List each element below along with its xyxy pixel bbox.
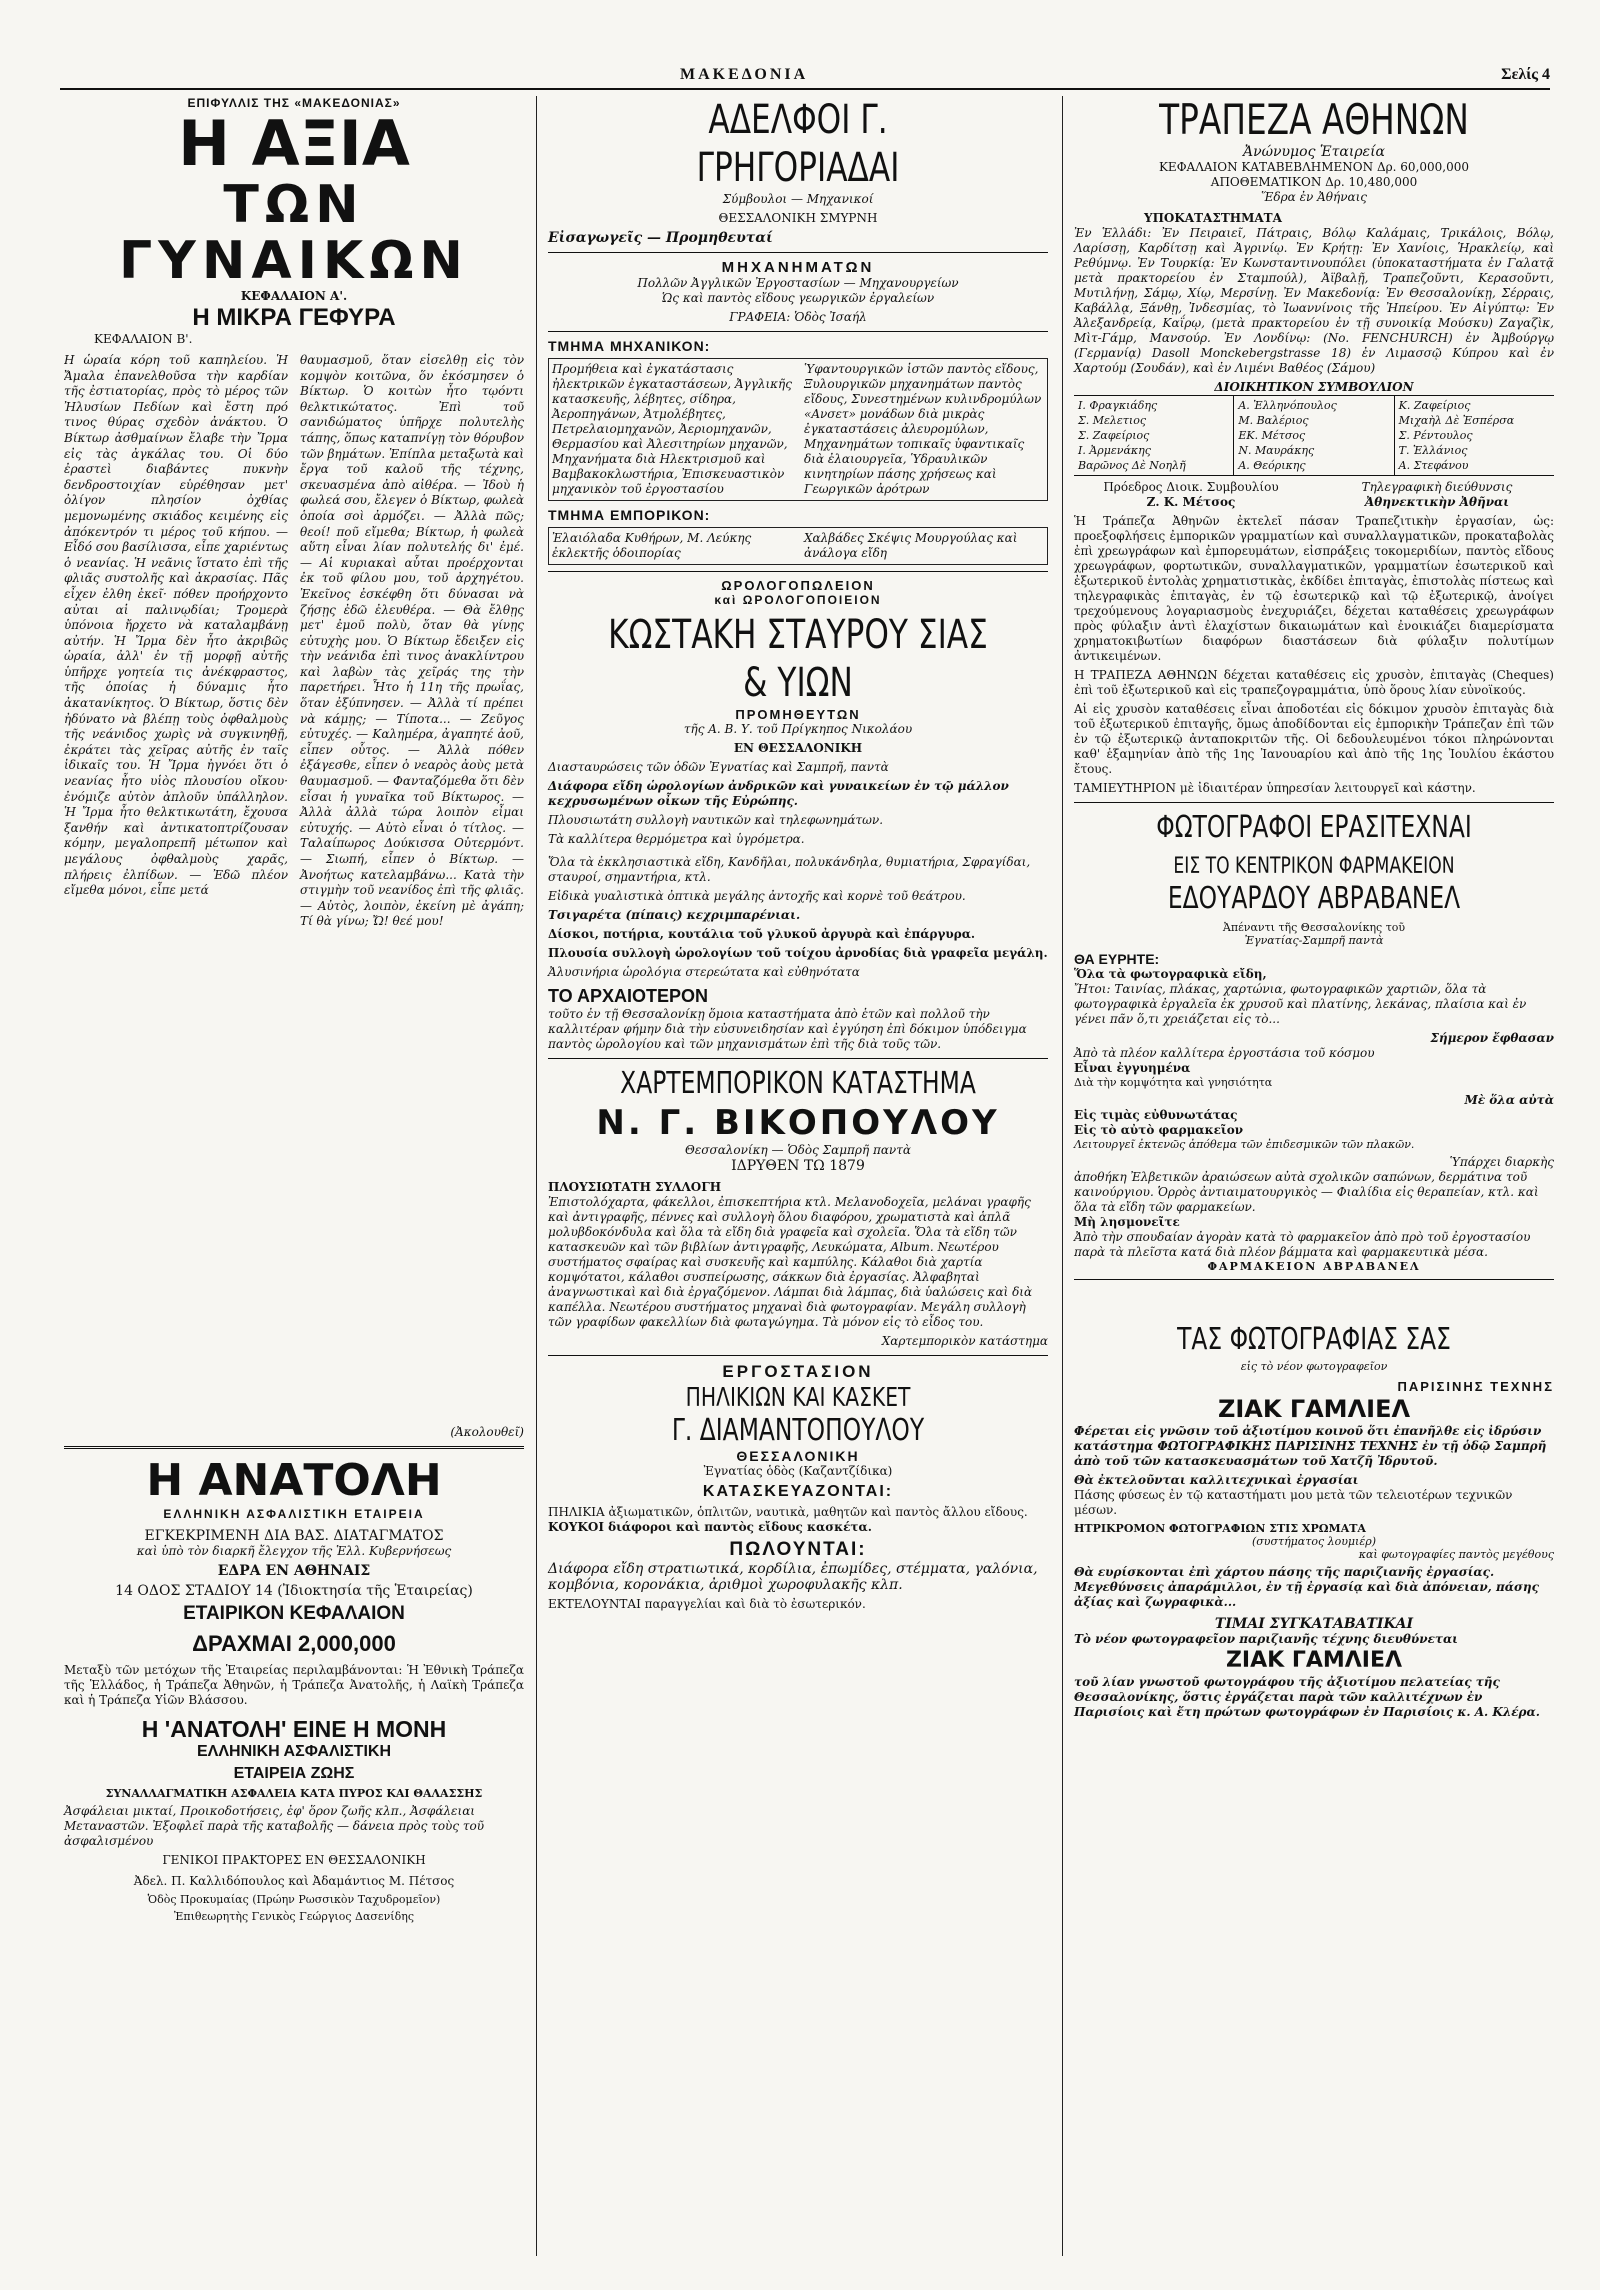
bank-board-col-2: Α. Ἐλληνόπουλος Μ. Βαλέριος ΕΚ. Μέτσος Ν. Μαυράκης Α. Θεόρικης <box>1234 396 1394 475</box>
watchmaker-title: ΚΩΣΤΑΚΗ ΣΤΑΥΡΟΥ ΣΙΑΣ & ΥΙΩΝ <box>608 612 988 706</box>
bank-title: ΤΡΑΠΕΖΑ ΑΘΗΝΩΝ <box>1159 95 1469 144</box>
photographer-ad <box>1074 1320 1554 1720</box>
stationery-name: Ν. Γ. ΒΙΚΟΠΟΥΛΟΥ <box>596 1103 1000 1143</box>
grigoriades-office: ΓΡΑΦΕΙΑ: Ὁδὸς Ἰσαήλ <box>729 310 867 324</box>
pharmacy-ad <box>1074 809 1554 1273</box>
serial-text-right: θαυμασμοῦ, ὅταν εἰσελθῃ εἰς τὸν κομψὸν κοιτῶνα, ὅν ἐκόσμησεν ὁ Βίκτωρ. Ὁ κοιτὼν ἦτο τῳόντι θελκτικώτατος. Ἐπὶ τοῦ σανιδώματος ὑπῆρχε πολυτελὴς τάπης, ὅπως καταπνίγῃ τὸν θόρυβον τῶν βημάτων. Ἐπίπλα μεταξωτὰ καὶ ἔργα τοῦ καλοῦ τῆς τέχνης, σκευασμένα ἀπὸ αἰθέρα. — Ἰδοὺ ἡ φωλεά σου, ἔλεγεν ὁ Βίκτωρ, φωλεὰ ὁποία σοὶ ἀρμόζει. — Ἀλλὰ πῶς; θεοί! ποῦ εἴμεθα; Βίκτωρ, ἡ φωλεὰ αὕτη εἶναι λίαν πολυτελής δι' ἐμέ. — Αἱ κυριακαὶ αὗται προέρχονται ἐκ τοῦ φίλου μου, τοῦ ἀρχηγέτου. Ἐκεῖνος ἐσκέφθη ὅτι δύνασαι νὰ ζήσῃς ἐδῶ ἐλευθέρα. — Θὰ ἔλθῃς μετ' ἐμοῦ πολὺ, ὅταν θὰ γίνῃς εὐτυχὴς μου. Ὁ Βίκτωρ ἔδειξεν εἰς τὴν νεάνιδα ἐπὶ τινος ἀνακλίντρου καὶ λαβὼν τὰς χεῖράς της τὴν παρετήρει. Ἦτο ἡ 11η τῆς πρωΐας, ὅταν ἐξύπνησεν. — Ἀλλὰ τί πρέπει νὰ κάμῃς; — Τίποτα... — Ζεῦγος εὐτυχές. — Καλημέρα, ἀγαπητέ ἀοῦ, εἶπεν οὗτος. — Ἀλλὰ πόθεν ἐξάγεσθε, εἶπεν ὁ νεαρὸς ἀοὺς μετὰ θαυμασμοῦ. — Φανταζόμεθα ὅτι δὲν εἶσαι ἡ γυναῖκα τοῦ Βίκτωρος. — Ἀλλὰ ἀλλὰ τώρα λοιπὸν εἶμαι εὐτυχής. — Αὐτὸ εἶναι ὁ τίτλος. — Ταλαίπωρος Δούκισσα Οὐτερμόντ. — Σιωπή, εἶπεν ὁ Βίκτωρ. — Ἀνοήτως κατελαμβάνω... Κατὰ τὴν στιγμὴν τοῦ νεανίδος ἐπὶ τῆς φλιᾶς. — Αὐτὸς, λοιπὸν, ἐκείνη μὲ ἀγάπη; Τί θὰ γίνω; Ὤ! θεέ μου! <box>300 353 524 929</box>
watchmaker-item-8: Πλουσία συλλογὴ ὡρολογίων τοῦ τοίχου ἀρνοδίας διὰ γραφεῖα μεγάλη. <box>548 946 1048 960</box>
bank-deposits: Η ΤΡΑΠΕΖΑ ΑΘΗΝΩΝ δέχεται καταθέσεις εἰς χρυσὸν, ἐπιταγὰς (Cheques) ἐπὶ τοῦ ἐξωτερικοῦ καὶ εἰς τραπεζογραμμάτια, ὑπὸ ὅρους λίαν εὐνοϊκούς. <box>1074 668 1554 697</box>
grigoriades-title: ΑΔΕΛΦΟΙ Γ. ΓΡΗΓΟΡΙΑΔΑΙ <box>696 97 900 191</box>
pharmacy-line-14: Ἀπὸ τὴν σπουδαίαν ἀγορὰν κατὰ τὸ φαρμακεῖον ἀπὸ πρὸ τοῦ ἐργοστασίου παρὰ τὰ πλεῖστα κατά διὰ πλέον βάμματα καὶ φαρμακευτικὰ μέσα. <box>1074 1230 1531 1259</box>
grigoriades-subtitle: Σύμβουλοι — Μηχανικοί <box>722 192 874 206</box>
photographer-p6: καὶ φωτογραφίες παντὸς μεγέθους <box>1358 1548 1554 1561</box>
serial-kicker: ΕΠΙΦΥΛΛΙΣ ΤΗΣ «ΜΑΚΕΔΟΝΙΑΣ» <box>187 96 401 110</box>
watchmaker-item-2: Πλουσιωτάτη συλλογὴ ναυτικῶν καὶ τηλεφωνημάτων. <box>548 813 884 827</box>
bank-board-table <box>1074 395 1554 476</box>
column-1 <box>64 96 524 1923</box>
bank-capital: ΚΕΦΑΛΑΙΟΝ ΚΑΤΑΒΕΒΛΗΜΕΝΟΝ Δρ. 60,000,000 <box>1158 160 1470 174</box>
watchmaker-suppliers: ΠΡΟΜΗΘΕΥΤΩΝ <box>735 707 861 722</box>
telegraph-address: Ἀθηνεκτικὴν Ἀθῆναι <box>1364 495 1510 509</box>
column-2 <box>548 96 1048 1612</box>
anatoli-ad <box>64 1455 524 1923</box>
president-label: Πρόεδρος Διοικ. Συμβουλίου <box>1103 480 1279 494</box>
photographer-p1: Φέρεται εἰς γνῶσιν τοῦ ἀξιοτίμου κοινοῦ ὅτι ἐπανῆλθε εἰς ἰδρύσιν κατάστημα ΦΩΤΟΓΡΑΦΙΚΗΣ ΠΑΡΙΣΙΝΗΣ ΤΕΧΝΗΣ ἐν τῇ ὁδῷ Σαμπρῆ ἀπὸ τοῦ τῶν κατασκευασμάτων τοῦ Χατζῆ Ἰδρυτοῦ. <box>1074 1424 1547 1468</box>
anatoli-seat: ΕΔΡΑ ΕΝ ΑΘΗΝΑΙΣ <box>217 1563 371 1579</box>
continued-note: (Ἀκολουθεῖ) <box>450 1425 524 1439</box>
pharmacy-name: ΕΔΟΥΑΡΔΟΥ ΑΒΡΑΒΑΝΕΛ <box>1167 881 1461 916</box>
pharmacy-line-6: Διὰ τὴν κομψότητα καὶ γνησιότητα <box>1074 1076 1273 1089</box>
bank-gold-deposits: Αἱ εἰς χρυσὸν καταθέσεις εἶναι ἀποδοτέαι εἰς δόκιμον χρυσὸν ἐπιταγὰς διὰ τοῦ ἐξωτερικοῦ ἐπιταγῆς, ὅμως ἀποδίδονται εἰς ἐμπορικὴν Τράπεζαν ἐπὶ τῶν ἐν τῷ ἐξωτερικῷ ἀνταποκριτῶν τῆς. Οἱ δεδουλευμένοι τόκοι πληρώνονται καθ' ἑξαμηνίαν ἀπὸ τῆς 1ης Ἰανουαρίου καὶ ἀπὸ τῆς 1ης Ἰουλίου ἑκάστου ἔτους. <box>1074 702 1554 776</box>
anatoli-agents-title: ΓΕΝΙΚΟΙ ΠΡΑΚΤΟΡΕΣ ΕΝ ΘΕΣΣΑΛΟΝΙΚΗ <box>162 1853 426 1867</box>
newspaper-name: ΜΑΚΕΔΟΝΙΑ <box>680 66 809 83</box>
photographer-title: ΤΑΣ ΦΩΤΟΓΡΑΦΙΑΣ ΣΑΣ <box>1177 1322 1451 1357</box>
factory-line-4: ΕΚΤΕΛΟΥΝΤΑΙ παραγγελίαι καὶ διὰ τὸ ἐσωτερικόν. <box>548 1597 866 1611</box>
watchmaker-item-6: Τσιγαρέτα (πίπαις) κεχριμπαρένιαι. <box>548 908 801 922</box>
watchmaker-item-1: Διάφορα εἴδη ὡρολογίων ἀνδρικῶν καὶ γυναικείων ἐν τῷ μάλλον κεχρυσωμένων οἶκων τῆς Εὐρώπης. <box>548 779 1009 808</box>
pharmacy-line-8: Εἰς τιμὰς εὐθυνωτάτας <box>1074 1108 1238 1122</box>
mechanical-dept-left: Προμήθεια καὶ ἐγκατάστασις ἠλεκτρικῶν ἐγκαταστάσεων, Ἀγγλικῆς κατασκευῆς, λέβητες, σίδηρα, Ἀεροπηγάνων, Ἀτμολέβητες, Πετρελαιομηχανῶν, Ἀεριομηχανῶν, Θερμασίου καὶ Ἀλεσιτηρίων μηχανῶν, Μηχανήματα διὰ Ηλεκτρισμοῦ καὶ Βαμβακοκλωστήρια, Ἐπισκευαστικὸν μηχανικὸν τοῦ ἐργοστασίου <box>552 362 792 496</box>
anatoli-control: καὶ ὑπὸ τὸν διαρκῆ ἔλεγχον τῆς Ἑλλ. Κυβερνήσεως <box>136 1544 452 1558</box>
pharmacy-line-1: Ὅλα τὰ φωτογραφικὰ εἴδη, <box>1074 967 1267 981</box>
photographer-p10: τοῦ λίαν γνωστοῦ φωτογράφου τῆς ἀξιοτίμου πελατείας τῆς Θεσσαλονίκης, ὅστις ἐργάζεται παρὰ τῶν καλλιτέχνων ἐν Παρισίοις καὶ ἔτη πρώτων φωτογράφων ἐν Παρισίοις κ. Α. Κλέρα. <box>1074 1675 1540 1719</box>
pharmacy-title: ΦΩΤΟΓΡΑΦΟΙ ΕΡΑΣΙΤΕΧΝΑΙ <box>1156 810 1472 845</box>
grigoriades-cities: ΘΕΣΣΑΛΟΝΙΚΗ ΣΜΥΡΝΗ <box>718 211 878 225</box>
photographer-p7: Θὰ ευρίσκονται ἐπὶ χάρτου πάσης τῆς παριζιανῆς ἐργασίας. Μεγεθύνσεις ἀπαράμιλλοι, ἐν τῇ ἐργασίᾳ καὶ διὰ ἀπόνειαν, πάσης ἀξίας καὶ ζωγραφικὰ... <box>1074 1565 1539 1609</box>
grigoriades-ad <box>548 96 1048 565</box>
factory-line-3: Διάφορα εἴδη στρατιωτικά, κορδίλια, ἐπωμίδες, στέμματα, γαλόνια, κομβόνια, κορονάκια, ἀριθμοὶ χωροφυλακῆς κλπ. <box>548 1561 1038 1593</box>
photographer-p5: (συστήματος λουμιέρ) <box>1251 1535 1377 1548</box>
anatoli-office-address: Ὁδὸς Προκυμαίας (Πρώην Ρωσσικὸν Ταχυδρομεῖον) <box>147 1893 441 1906</box>
photographer-p2: Θὰ ἐκτελοῦνται καλλιτεχνικαὶ ἐργασίαι <box>1074 1473 1359 1487</box>
pharmacy-line-4: Ἀπὸ τὰ πλέον καλλίτερα ἐργοστάσια τοῦ κόσμου <box>1074 1046 1375 1060</box>
serial-title-2: ΤΩΝ ΓΥΝΑΙΚΩΝ <box>119 175 469 291</box>
watchmaker-item-5: Εἰδικὰ γυαλιστικὰ ὀπτικὰ μεγάλης ἀντοχῆς καὶ κορνὲ τοῦ θεάτρου. <box>548 889 966 903</box>
watchmaker-kicker-2: καὶ ΩΡΟΛΟΓΟΠΟΙΕΙΟΝ <box>714 593 882 607</box>
pharmacy-line-12: ἀποθήκη Ἐλβετικῶν ἀραιώσεων αὐτὰ σχολικῶν σαπώνων, δερμάτινα τοῦ καινούργιου. Ὁρρὸς ἀντιαιματουργικὸς — Φιαλίδια εἰς θεραπείαν, κτλ. καὶ ὅλα τὰ εἴδη τῶν φαρμακείων. <box>1074 1170 1539 1214</box>
pharmacy-find: ΘΑ ΕΥΡΗΤΕ: <box>1074 951 1160 967</box>
mechanical-dept-right: Ὑφαντουργικῶν ἱστῶν παντὸς εἴδους, Ξυλουργικῶν μηχανημάτων παντὸς εἴδους, Συνεστημένων κυλινδρομύλων «Ανσετ» μονάδων διὰ μικρὰς ἐγκαταστάσεις ἀλευρομύλων, Μηχανημάτων τοπικαῖς ὑφαντικαῖς διὰ ἐλαιουργεῖα, Ὑδραυλικῶν κινητηρίων πάσης χρήσεως καὶ Γεωργικῶν ἀρότρων <box>804 362 1042 496</box>
bank-reserve: ΑΠΟΘΕΜΑΤΙΚΟΝ Δρ. 10,480,000 <box>1210 175 1418 189</box>
commercial-dept-right: Χαλβάδες Σκέψις Μουργούλας καὶ ἀνάλογα εἴδη <box>804 531 1018 560</box>
sub-chapter: ΚΕΦΑΛΑΙΟΝ Β'. <box>94 332 193 346</box>
president-name: Ζ. Κ. Μέτσος <box>1146 495 1236 509</box>
stationery-title: ΧΑΡΤΕΜΠΟΡΙΚΟΝ ΚΑΤΑΣΤΗΜΑ <box>620 1066 976 1101</box>
grigoriades-factories: Πολλῶν Ἀγγλικῶν Ἐργοστασίων — Μηχανουργείων <box>637 276 959 290</box>
pharmacy-line-7: Μὲ ὅλα αὐτὰ <box>1464 1093 1554 1107</box>
bank-subtitle: Ἀνώνυμος Ἑταιρεία <box>1242 144 1386 160</box>
commercial-dept-left: Ἐλαιόλαδα Κυθήρων, Μ. Λεύκης ἐκλεκτῆς ὁδοιπορίας <box>552 531 752 560</box>
watchmaker-kicker: ΩΡΟΛΟΓΟΠΩΛΕΙΟΝ <box>721 578 875 593</box>
factory-line-2: ΚΟΥΚΟΙ διάφοροι καὶ παντὸς εἴδους κασκέτα. <box>548 1520 872 1534</box>
stationery-body: Ἐπιστολόχαρτα, φάκελλοι, ἐπισκεπτήρια κτλ. Μελανοδοχεῖα, μελάναι γραφῆς καὶ ἀντιγραφῆς, πέννες καὶ συλλογὴ ὅλου διαφόρου, χρωματιστὰ καὶ ἁπλᾶ μολυβδοκόνδυλα καὶ ὅλα τὰ εἴδη διὰ γραφεῖα καὶ σχολεῖα. Ὅλα τὰ εἴδη τῶν κατασκευῶν καὶ τῶν βιβλίων ἀντιγραφῆς, Λευκώματα, Album. Νεωτέρου συστήματος σφαίρας καὶ συσκευῆς καὶ καμπύλης. Κάλαθοι διὰ χαρτία κομψότατοι, κάλαθοι συσπείρωσης, σάκκων διὰ ἐργασίας. Ἀλφαβηταὶ ἀναγνωστικαὶ καὶ διὰ ἐργαζόμενον. Λάμπαι διὰ λάμπας, διὰ ὑαλώσεις καὶ διὰ καπέλλα. Νεωτέρου συστήματος μηχαναὶ διὰ φωτογραφίαν. Μεγάλη συλλογὴ τῶν γραφίδων φακελλίων διὰ φωταγώγημα. Τὰ μόνον εἰς τὸ εἶδος του. <box>548 1195 1033 1329</box>
anatoli-capital-label: ΕΤΑΙΡΙΚΟΝ ΚΕΦΑΛΑΙΟΝ <box>183 1603 405 1624</box>
masthead <box>60 66 1550 90</box>
factory-make: ΚΑΤΑΣΚΕΥΑΖΟΝΤΑΙ: <box>702 1483 894 1500</box>
photographer-school: ΠΑΡΙΣΙΝΗΣ ΤΕΧΝΗΣ <box>1397 1379 1554 1394</box>
serial-text-left: Η ὡραία κόρη τοῦ καπηλείου. Ἡ Ἄμαλα ἐπανελθοῦσα τὴν καρδίαν τῆς ἐστιατορίας, πρὸς τὸ μέρος τῶν Ἠλυσίων Πεδίων καὶ ἔστη πρό τινος θύρας σχεδὸν ἀνάκτου. Ὁ Βίκτωρ ἀσθμαίνων ἔλαβε τὴν Ἴρμα εἰς τὰς ἀγκάλας του. Οἱ δύο ἐραστεὶ διαβάντες πυκνὴν δενδροστοιχίαν εὑρέθησαν μετ' ὀλίγον πλησίον ὀχθίας μεμονωμένης σκιάδος κειμένης εἰς ἀπόκεντρόν τι μέρος τοῦ κήπου. — Εἶδό σου βασίλισσα, εἶπε χαριέντως ὁ νεανίας. Ἡ νεᾶνις ἵστατο ἐπὶ τῆς φλιᾶς συστολῆς καὶ ἀκρασίας. Πᾶς εἶχεν ἐλθη ἐκεῖ· πόθεν προήρχοντο αὐται αἱ παλινῳδίαι; Τρομερὰ ὑπόνοια ἤρχετο νὰ καταλαμβάνῃ αὐτήν. Ἡ Ἴρμα δὲν ἦτο ἀκριβῶς ὡραία, ἀλλ' ἐν τῇ μορφῇ αὐτῆς ὑπῆρχε γοητεία τις ἀνέκφραστος, τῆς ὁποίας ἡ δύναμις ἦτο ἀκατανίκητος. Ὁ Βίκτωρ, ὅστις δὲν ἠδύνατο νὰ βλέπῃ τοὺς ὀφθαλμοὺς τῆς νεάνιδος χωρὶς νὰ συγκινηθῇ, ἐκράτει τὰς χεῖρας αὐτῆς ἐν ταῖς ἰδικαῖς του. Ἡ Ἴρμα ἠγνόει ὅτι ὁ νεανίας ἦτο υἱὸς πλουσίου οἴκου· ἐνόμιζε αὐτὸν ἁπλοῦν ὑπάλληλον. Ἡ Ἴρμα ἦτο θελκτικωτάτη, ἔχουσα ξανθήν καὶ ἀντικατοπτρίζουσαν κόμην, μεγαλοπρεπῆ μέτωπον καὶ μεγάλους ὀφθαλμοὺς χαρᾶς, πλήρεις ἐλπίδων. — Ἐδῶ πλέον εἴμεθα μόνοι, εἶπε μετά <box>64 353 288 898</box>
serial-title: Η ΑΞΙΑ <box>178 107 410 180</box>
watchmaker-court: τῆς Α. Β. Υ. τοῦ Πρίγκηπος Νικολάου <box>683 722 913 736</box>
watchmaker-item-3: Τὰ καλλίτερα θερμόμετρα καὶ ὑγρόμετρα. <box>548 832 805 846</box>
photographer-subtitle: εἰς τὸ νέον φωτογραφεῖον <box>1240 1360 1388 1373</box>
watchmaker-item-9: Ἀλυσινήρια ὡρολόγια στερεώτατα καὶ εὐθηνότατα <box>548 965 860 979</box>
grigoriades-imports: Εἰσαγωγεῖς — Προμηθευταί <box>548 230 773 246</box>
grigoriades-tools: Ὡς καὶ παντὸς εἴδους γεωργικῶν ἐργαλείων <box>661 291 935 305</box>
anatoli-title: Η ΑΝΑΤΟΛΗ <box>146 1455 442 1506</box>
stationery-collection: ΠΛΟΥΣΙΩΤΑΤΗ ΣΥΛΛΟΓΗ <box>548 1180 722 1194</box>
anatoli-shareholders: Μεταξὺ τῶν μετόχων τῆς Ἑταιρείας περιλαμβάνονται: Ἡ Ἐθνικὴ Τράπεζα τῆς Ἑλλάδος, ἡ Τράπεζα Ἀθηνῶν, ἡ Τράπεζα Ἀνατολῆς, ἡ Λαϊκὴ Τράπεζα καὶ ἡ Τράπεζα Υἱῶν Βλάσσου. <box>64 1663 524 1707</box>
pharmacy-signature: ΦΑΡΜΑΚΕΙΟΝ ΑΒΡΑΒΑΝΕΛ <box>1207 1260 1421 1273</box>
photographer-p4: ΗΤΡΙΚΡΟΜΟΝ ΦΩΤΟΓΡΑΦΙΩΝ ΣΤΙΣ ΧΡΩΜΑΤΑ <box>1074 1522 1366 1535</box>
factory-sell: ΠΩΛΟΥΝΤΑΙ: <box>729 1539 867 1560</box>
mechanical-dept-header: ΤΜΗΜΑ ΜΗΧΑΝΙΚΟΝ: <box>548 338 711 354</box>
chapter-heading: ΚΕΦΑΛΑΙΟΝ Α'. <box>240 289 348 303</box>
pharmacy-line-9: Εἰς τὸ αὐτὸ φαρμακεῖον <box>1074 1123 1244 1137</box>
bank-services: Ἡ Τράπεζα Ἀθηνῶν ἐκτελεῖ πάσαν Τραπεζιτικὴν ἐργασίαν, ὡς: προεξοφλήσεις ἐμπορικῶν γραμματίων καὶ συναλλαγματικῶν, προκαταβολὰς ἐπὶ χρεωγράφων καὶ ἐμπορευμάτων, εἰσπράξεις τοκομεριδίων, παντὸς εἴδους χρεωγράφων, φορτωτικῶν, συναλλαγματικῶν, γραμματίων ἐσωτερικοῦ καὶ ἐξωτερικοῦ ἐντολὰς χρηματιστικὰς, ἐκδίδει ἐπιταγὰς, ἐπιστολὰς πίστεως καὶ τηλεγραφικὰς ἐπιταγὰς, ἐν τῷ ἐσωτερικῷ καὶ τῷ ἐξωτερικῷ, ἀνοίγει τρεχούμενους λογαριασμοὺς ἐνεχυριάζει, δέχεται καταθέσεις χρεωγράφων πρὸς φύλαξιν ἀντὶ ἐλαχίστων δικαιωμάτων καὶ ἐνοικιάζει διαμερίσματα χρηματοκιβωτίων διαφόρων διαστάσεων διὰ φύλαξιν πολυτίμων ἀντικειμένων. <box>1074 514 1554 663</box>
stationery-founded: ΙΔΡΥΘΕΝ ΤΩ 1879 <box>731 1158 865 1174</box>
watchmaker-item-7: Δίσκοι, ποτήρια, κουτάλια τοῦ γλυκοῦ ἀργυρὰ καὶ ἐπάργυρα. <box>548 927 976 941</box>
anatoli-agents-names: Ἀδελ. Π. Καλλιδόπουλος καὶ Ἀδαμάντιος Μ. Πέτσος <box>133 1874 455 1888</box>
pharmacy-line-13: Μὴ λησμονεῖτε <box>1074 1215 1180 1229</box>
column-3 <box>1074 96 1554 1720</box>
factory-line-1: ΠΗΛΙΚΙΑ ἀξιωματικῶν, ὁπλιτῶν, ναυτικὰ, μαθητῶν καὶ παντὸς ἄλλου εἴδους. <box>548 1505 1028 1519</box>
bank-savings: ΤΑΜΙΕΥΤΗΡΙΟΝ μὲ ἰδιαιτέραν ὑπηρεσίαν λειτουργεῖ καὶ κάστην. <box>1074 781 1476 795</box>
stationery-ad <box>548 1065 1048 1349</box>
pharmacy-line-11: Ὑπάρχει διαρκὴς <box>1449 1155 1554 1169</box>
photographer-name-2: ΖΙΑΚ ΓΑΜΛΙΕΛ <box>1225 1648 1403 1673</box>
page-number: Σελίς 4 <box>1501 66 1550 83</box>
pharmacy-location: Ἀπέναντι τῆς Θεσσαλονίκης τοῦ <box>1222 921 1406 934</box>
watchmaker-oldest-text: τοῦτο ἐν τῇ Θεσσαλονίκῃ ὅμοια καταστήματα ἀπὸ ἑτῶν καὶ πολλοῦ τὴν καλλιτέραν φήμην διὰ τὴν εὐσυνειδησίαν καὶ ἐγγύηση ἐπὶ δόκιμον ὑπόδειγμα παντὸς ὡρολογίου καὶ τῶν μηχανισμάτων ἐπὶ τῆς διὰ τοῦς τῶν. <box>548 1007 1027 1051</box>
factory-address: Ἐγνατίας ὁδὸς (Καζαντζίδικα) <box>703 1464 893 1478</box>
anatoli-inspector: Ἐπιθεωρητὴς Γενικὸς Γεώργιος Δασενίδης <box>174 1910 414 1923</box>
anatoli-approved: ΕΓΚΕΚΡΙΜΕΝΗ ΔΙΑ ΒΑΣ. ΔΙΑΤΑΓΜΑΤΟΣ <box>144 1528 444 1544</box>
bank-ad <box>1074 96 1554 796</box>
photographer-name: ΖΙΑΚ ΓΑΜΛΙΕΛ <box>1217 1395 1411 1423</box>
pharmacy-subtitle: ΕΙΣ ΤΟ ΚΕΝΤΡΙΚΟΝ ΦΑΡΜΑΚΕΙΟΝ <box>1173 854 1455 879</box>
hat-factory-ad <box>548 1362 1048 1612</box>
column-rule <box>1062 96 1063 2256</box>
factory-city: ΘΕΣΣΑΛΟΝΙΚΗ <box>736 1448 860 1464</box>
anatoli-slogan-3: ΕΤΑΙΡΕΙΑ ΖΩΗΣ <box>233 1765 355 1782</box>
pharmacy-line-5: Εἶναι ἐγγυημένα <box>1074 1061 1191 1075</box>
telegraph-label: Τηλεγραφικὴ διεύθυνσις <box>1361 480 1513 494</box>
factory-kicker: ΕΡΓΟΣΤΑΣΙΟΝ <box>722 1362 874 1381</box>
anatoli-types: ΣΥΝΑΛΛΑΓΜΑΤΙΚΗ ΑΣΦΑΛΕΙΑ ΚΑΤΑ ΠΥΡΟΣ ΚΑΙ ΘΑΛΑΣΣΗΣ <box>105 1787 483 1800</box>
watchmaker-oldest: ΤΟ ΑΡΧΑΙΟΤΕΡΟΝ <box>548 986 709 1006</box>
photographer-prices: ΤΙΜΑΙ ΣΥΓΚΑΤΑΒΑΤΙΚΑΙ <box>1214 1616 1414 1632</box>
grigoriades-machines: ΜΗΧΑΝΗΜΑΤΩΝ <box>721 259 875 276</box>
bank-seat: Ἕδρα ἐν Ἀθήναις <box>1260 190 1368 204</box>
factory-name: Γ. ΔΙΑΜΑΝΤΟΠΟΥΛΟΥ <box>671 1413 925 1448</box>
photographer-p9: Τὸ νέον φωτογραφεῖον παριζιανῆς τέχνης διευθύνεται <box>1074 1632 1458 1646</box>
pharmacy-line-10: Λειτουργεῖ ἐκτενῶς ἀπόθεμα τῶν ἐπιδεσμικῶν τῶν πλακῶν. <box>1074 1138 1415 1151</box>
watchmaker-ad <box>548 578 1048 1052</box>
anatoli-slogan-2: ΕΛΛΗΝΙΚΗ ΑΣΦΑΛΙΣΤΙΚΗ <box>197 1743 391 1760</box>
bank-board-col-1: Ι. Φραγκιάδης Σ. Μελετιος Σ. Ζαφείριος Ι. Ἀρμενάκης Βαρῶνος Δὲ Νοηλῆ <box>1074 396 1234 475</box>
stationery-footer: Χαρτεμπορικὸν κατάστημα <box>881 1334 1048 1348</box>
bank-branches: Ἐν Ἑλλάδι: Ἐν Πειραιεῖ, Πάτραις, Βόλῳ Καλάμαις, Τρικάλοις, Βόλῳ, Λαρίσσῃ, Καρδίτσῃ καὶ Ἀγρινίῳ. Ἐν Κρήτῃ: Ἐν Χανίοις, Ἡρακλείῳ, καὶ Ρεθύμνῳ. Ἐν Τουρκίᾳ: Ἐν Κωνσταντινουπόλει (ὑποκαταστήματα ἐν Γαλατᾷ μετὰ πρακτορείου ἐν Σταμπούλ), Ἀϊβαλῇ, Τραπεζοῦντι, Κερασοῦντι, Μυτιλήνῃ, Σάμῳ, Χίῳ, Μερσίνῃ. Ἐν Μακεδονίᾳ: Ἐν Θεσσαλονίκῃ, Σέρραις, Καβάλλᾳ, Ξάνθῃ, Ἰνδεσμίας, τὸ Ἰωαννίνοις τῆς Ἠπείρου. Ἐν Αἰγύπτῳ: Ἐν Ἀλεξανδρείᾳ, Καΐρῳ, (μετὰ πρακτορείου ἐν τῇ συνοικίᾳ Μούσκυ) Ζαγαζὶκ, Μὶτ-Γάμρ, Μανσούρ. Ἐν Λονδίνῳ: (No. FENCHURCH) ἐν Ἀμβούργῳ (Γερμανίᾳ) Dasoll Monckebergstrasse 18) ἐν Λιμασσῷ Κύπρου καὶ ἐν Χαρτούμ (Σουδάν), καὶ ἐν Λιμένι Βαθέος (Σάμου) <box>1074 226 1554 375</box>
factory-title: ΠΗΛΙΚΙΩΝ ΚΑΙ ΚΑΣΚΕΤ <box>685 1383 911 1413</box>
anatoli-address: 14 ΟΔΟΣ ΣΤΑΔΙΟΥ 14 (Ἰδιοκτησία τῆς Ἑταιρείας) <box>115 1583 473 1599</box>
watchmaker-city: ΕΝ ΘΕΣΣΑΛΟΝΙΚΗ <box>733 741 863 755</box>
watchmaker-location: Διασταυρώσεις τῶν ὁδῶν Ἐγνατίας καὶ Σαμπρῆ, παντὰ <box>548 760 889 774</box>
pharmacy-line-3: Σήμερον ἔφθασαν <box>1430 1031 1554 1045</box>
bank-branches-header: ΥΠΟΚΑΤΑΣΤΗΜΑΤΑ <box>1144 211 1282 225</box>
commercial-dept-header: ΤΜΗΜΑ ΕΜΠΟΡΙΚΟΝ: <box>548 507 711 523</box>
anatoli-capital-amount: ΔΡΑΧΜΑΙ 2,000,000 <box>192 1631 396 1656</box>
column-rule <box>536 96 537 2256</box>
anatoli-policies: Ἀσφάλειαι μικταί, Προικοδοτήσεις, ἐφ' ὅρον ζωῆς κλπ., Ἀσφάλειαι Μεταναστῶν. Ἐξοφλεῖ παρὰ τῆς καταβολῆς — δάνεια πρὸς τοὺς τοῦ ἀσφαλισμένου <box>64 1804 485 1848</box>
photographer-p3: Πάσης φύσεως ἐν τῷ καταστήματι μου μετὰ τῶν τελειοτέρων τεχνικῶν μέσων. <box>1074 1488 1513 1517</box>
anatoli-slogan-1: Η 'ΑΝΑΤΟΛΗ' ΕΙΝΕ Η ΜΟΝΗ <box>141 1716 447 1742</box>
pharmacy-line-2: Ἤτοι: Ταινίας, πλάκας, χαρτώνια, φωτογραφικῶν χαρτιῶν, ὅλα τὰ φωτογραφικὰ ἐργαλεῖα ἐκ χρυσοῦ καὶ πλατίνης, λεκάνας, πλαίσια καὶ ἐν γένει πᾶν ὅ,τι χρειάζεται εἰς τὸ... <box>1074 982 1527 1026</box>
watchmaker-item-4: Ὅλα τὰ ἐκκλησιαστικὰ εἴδη, Κανδῆλαι, πολυκάνδηλα, θυμιατήρια, Σφραγίδαι, σταυροί, σημαντήρια, κτλ. <box>548 855 1031 884</box>
stationery-address: Θεσσαλονίκη — Ὁδὸς Σαμπρῆ παντὰ <box>685 1143 911 1157</box>
bank-board-col-3: Κ. Ζαφείριος Μιχαὴλ Δὲ Ἐσπέρσα Σ. Ρέντουλος Τ. Ἑλλάνιος Α. Στεφάνου <box>1398 399 1515 472</box>
serial-subtitle: Η ΜΙΚΡΑ ΓΕΦΥΡΑ <box>192 304 396 331</box>
anatoli-subtitle: ΕΛΛΗΝΙΚΗ ΑΣΦΑΛΙΣΤΙΚΗ ΕΤΑΙΡΕΙΑ <box>163 1507 425 1521</box>
bank-board-header: ΔΙΟΙΚΗΤΙΚΟΝ ΣΥΜΒΟΥΛΙΟΝ <box>1214 380 1414 394</box>
pharmacy-street: Ἐγνατίας-Σαμπρῆ παντὰ <box>1244 934 1384 947</box>
